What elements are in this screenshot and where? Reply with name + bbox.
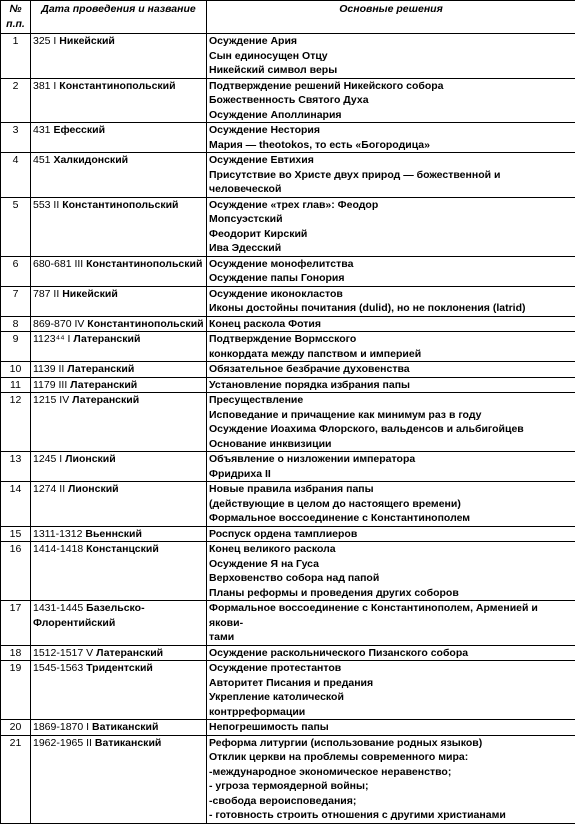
council-date: 1962-1965 II: [33, 737, 92, 749]
row-number: 3: [1, 123, 31, 153]
row-number: 15: [1, 526, 31, 542]
council-name: Базельско-Флорентийский: [33, 602, 145, 629]
decision-line: Осуждение иконокластов: [209, 287, 573, 302]
decision-line: Установление порядка избрания папы: [209, 378, 573, 393]
table-row: [1, 123, 575, 153]
row-number: 20: [1, 720, 31, 736]
council-name: Ефесский: [53, 124, 105, 136]
decision-line: Мария — theotokos, то есть «Богородица»: [209, 138, 573, 153]
decision-line: Роспуск ордена тамплиеров: [209, 527, 573, 542]
decision-line: Осуждение раскольнического Пизанского собора: [209, 646, 573, 661]
decision-line: Реформа литургии (использование родных языков): [209, 736, 573, 751]
council-date: 1245 I: [33, 453, 62, 465]
council-date: 1414-1418: [33, 543, 83, 555]
council-name: Константинопольский: [87, 318, 203, 330]
decision-line: - угроза термоядерной войны;: [209, 779, 573, 794]
decision-line: контрреформации: [209, 705, 573, 720]
council-date-name: [31, 661, 207, 720]
council-date-name: [31, 601, 207, 646]
decision-line: тами: [209, 630, 573, 645]
council-date: 1311-1312: [33, 528, 82, 540]
council-date: 1512-1517 V: [33, 647, 93, 659]
council-date: 1431-1445: [33, 602, 83, 614]
council-name: Никейский: [59, 35, 115, 47]
decision-line: Основание инквизиции: [209, 437, 573, 452]
decision-line: Осуждение Я на Гуса: [209, 557, 573, 572]
table-row: [1, 661, 575, 720]
council-date-name: [31, 542, 207, 601]
decision-line: -международное экономическое неравенство;: [209, 765, 573, 780]
council-date: 869-870 IV: [33, 318, 84, 330]
table-row: [1, 601, 575, 646]
decision-line: Осуждение Евтихия: [209, 153, 573, 168]
council-decisions: [207, 542, 575, 601]
council-decisions: [207, 482, 575, 527]
council-decisions: [207, 197, 575, 256]
council-name: Константинопольский: [86, 258, 202, 270]
row-number: 17: [1, 601, 31, 646]
council-date-name: [31, 256, 207, 286]
table-row: [1, 34, 575, 79]
council-date-name: [31, 123, 207, 153]
council-date-name: [31, 452, 207, 482]
table-row: [1, 286, 575, 316]
table-row: [1, 542, 575, 601]
council-decisions: [207, 123, 575, 153]
council-date: 1869-1870 I: [33, 721, 89, 733]
council-date-name: [31, 377, 207, 393]
council-decisions: [207, 316, 575, 332]
council-date: 1123⁴⁴ I: [33, 333, 70, 345]
decision-line: Присутствие во Христе двух природ — божественной и человеческой: [209, 168, 573, 197]
decision-line: Пресуществление: [209, 393, 573, 408]
decision-line: Формальное воссоединение с Константинополем, Арменией и якови-: [209, 601, 573, 630]
table-header-row: [1, 1, 575, 34]
decision-line: Осуждение Аполлинария: [209, 108, 573, 123]
decision-line: Формальное воссоединение с Константинополем: [209, 511, 573, 526]
council-name: Тридентский: [86, 662, 153, 674]
decision-line: Ива Эдесский: [209, 241, 573, 256]
council-name: Латеранский: [67, 363, 134, 375]
decision-line: Верховенство собора над папой: [209, 571, 573, 586]
decision-line: -свобода вероисповедания;: [209, 794, 573, 809]
council-decisions: [207, 393, 575, 452]
council-name: Лионский: [65, 453, 116, 465]
council-decisions: [207, 720, 575, 736]
decision-line: Отклик церкви на проблемы современного мира:: [209, 750, 573, 765]
council-name: Латеранский: [96, 647, 163, 659]
row-number: 2: [1, 78, 31, 123]
council-date: 381 I: [33, 80, 56, 92]
council-date-name: [31, 735, 207, 823]
council-name: Ватиканский: [92, 721, 158, 733]
table-row: [1, 153, 575, 198]
council-date: 787 II: [33, 288, 59, 300]
council-name: Никейский: [62, 288, 118, 300]
council-date: 553 II: [33, 199, 59, 211]
council-decisions: [207, 332, 575, 362]
table-row: [1, 526, 575, 542]
table-row: [1, 452, 575, 482]
council-date-name: [31, 34, 207, 79]
council-date: 1274 II: [33, 483, 65, 495]
council-name: Константинопольский: [59, 80, 175, 92]
table-row: [1, 362, 575, 378]
council-decisions: [207, 452, 575, 482]
row-number: 7: [1, 286, 31, 316]
decision-line: Фридриха II: [209, 467, 573, 482]
council-date-name: [31, 286, 207, 316]
decision-line: Исповедание и причащение как минимум раз в году: [209, 408, 573, 423]
table-row: [1, 332, 575, 362]
council-name: Ватиканский: [95, 737, 161, 749]
council-date-name: [31, 316, 207, 332]
council-decisions: [207, 362, 575, 378]
row-number: 9: [1, 332, 31, 362]
table-row: [1, 197, 575, 256]
table-row: [1, 735, 575, 823]
row-number: 11: [1, 377, 31, 393]
row-number: 10: [1, 362, 31, 378]
council-name: Вьеннский: [85, 528, 142, 540]
council-name: Латеранский: [72, 394, 139, 406]
council-decisions: [207, 645, 575, 661]
council-date: 680-681 III: [33, 258, 83, 270]
row-number: 18: [1, 645, 31, 661]
table-row: [1, 720, 575, 736]
decision-line: Феодорит Кирский: [209, 227, 573, 242]
header-decisions: Основные решения: [207, 1, 575, 34]
council-date-name: [31, 482, 207, 527]
table-row: [1, 256, 575, 286]
council-name: Константинопольский: [62, 199, 178, 211]
council-date: 1215 IV: [33, 394, 69, 406]
council-decisions: [207, 661, 575, 720]
decision-line: Осуждение Иоахима Флорского, вальденсов и альбигойцев: [209, 422, 573, 437]
row-number: 12: [1, 393, 31, 452]
council-name: Халкидонский: [53, 154, 128, 166]
decision-line: Мопсуэстский: [209, 212, 573, 227]
decision-line: Осуждение папы Гонория: [209, 271, 573, 286]
decision-line: Укрепление католической: [209, 690, 573, 705]
decision-line: Авторитет Писания и предания: [209, 676, 573, 691]
decision-line: Объявление о низложении императора: [209, 452, 573, 467]
decision-line: Новые правила избрания папы: [209, 482, 573, 497]
decision-line: - готовность строить отношения с другими христианами: [209, 808, 573, 823]
decision-line: Осуждение Ария: [209, 34, 573, 49]
council-date-name: [31, 720, 207, 736]
council-decisions: [207, 377, 575, 393]
council-date: 1139 II: [33, 363, 64, 375]
council-name: Констанцский: [86, 543, 159, 555]
row-number: 19: [1, 661, 31, 720]
row-number: 21: [1, 735, 31, 823]
council-name: Латеранский: [73, 333, 140, 345]
decision-line: Осуждение «трех глав»: Феодор: [209, 198, 573, 213]
table-row: [1, 393, 575, 452]
council-decisions: [207, 735, 575, 823]
council-date: 451: [33, 154, 51, 166]
council-decisions: [207, 34, 575, 79]
decision-line: Божественность Святого Духа: [209, 93, 573, 108]
council-decisions: [207, 256, 575, 286]
decision-line: (действующие в целом до настоящего времени): [209, 497, 573, 512]
decision-line: Конец раскола Фотия: [209, 317, 573, 332]
council-date: 431: [33, 124, 51, 136]
decision-line: конкордата между папством и империей: [209, 347, 573, 362]
decision-line: Осуждение монофелитства: [209, 257, 573, 272]
row-number: 6: [1, 256, 31, 286]
council-date-name: [31, 645, 207, 661]
decision-line: Подтверждение Вормсского: [209, 332, 573, 347]
council-date: 1179 III: [33, 379, 67, 391]
decision-line: Конец великого раскола: [209, 542, 573, 557]
decision-line: Обязательное безбрачие духовенства: [209, 362, 573, 377]
council-date-name: [31, 362, 207, 378]
decision-line: Планы реформы и проведения других соборов: [209, 586, 573, 601]
decision-line: Осуждение Нестория: [209, 123, 573, 138]
row-number: 8: [1, 316, 31, 332]
council-date-name: [31, 197, 207, 256]
decision-line: Иконы достойны почитания (dulid), но не поклонения (latrid): [209, 301, 573, 316]
row-number: 14: [1, 482, 31, 527]
row-number: 5: [1, 197, 31, 256]
row-number: 13: [1, 452, 31, 482]
decision-line: Подтверждение решений Никейского собора: [209, 79, 573, 94]
council-date-name: [31, 153, 207, 198]
row-number: 16: [1, 542, 31, 601]
council-name: Латеранский: [70, 379, 137, 391]
council-decisions: [207, 153, 575, 198]
decision-line: Непогрешимость папы: [209, 720, 573, 735]
council-decisions: [207, 286, 575, 316]
council-date: 325 I: [33, 35, 56, 47]
row-number: 4: [1, 153, 31, 198]
decision-line: Сын единосущен Отцу: [209, 49, 573, 64]
council-date-name: [31, 78, 207, 123]
council-date-name: [31, 393, 207, 452]
council-decisions: [207, 526, 575, 542]
council-decisions: [207, 601, 575, 646]
decision-line: Осуждение протестантов: [209, 661, 573, 676]
table-row: [1, 377, 575, 393]
council-date-name: [31, 526, 207, 542]
council-date: 1545-1563: [33, 662, 83, 674]
header-number: № п.п.: [1, 1, 31, 34]
table-row: [1, 78, 575, 123]
table-row: [1, 482, 575, 527]
decision-line: Никейский символ веры: [209, 63, 573, 78]
table-row: [1, 645, 575, 661]
row-number: 1: [1, 34, 31, 79]
header-date-name: Дата проведения и название: [31, 1, 207, 34]
council-decisions: [207, 78, 575, 123]
table-row: [1, 316, 575, 332]
council-date-name: [31, 332, 207, 362]
council-name: Лионский: [68, 483, 119, 495]
